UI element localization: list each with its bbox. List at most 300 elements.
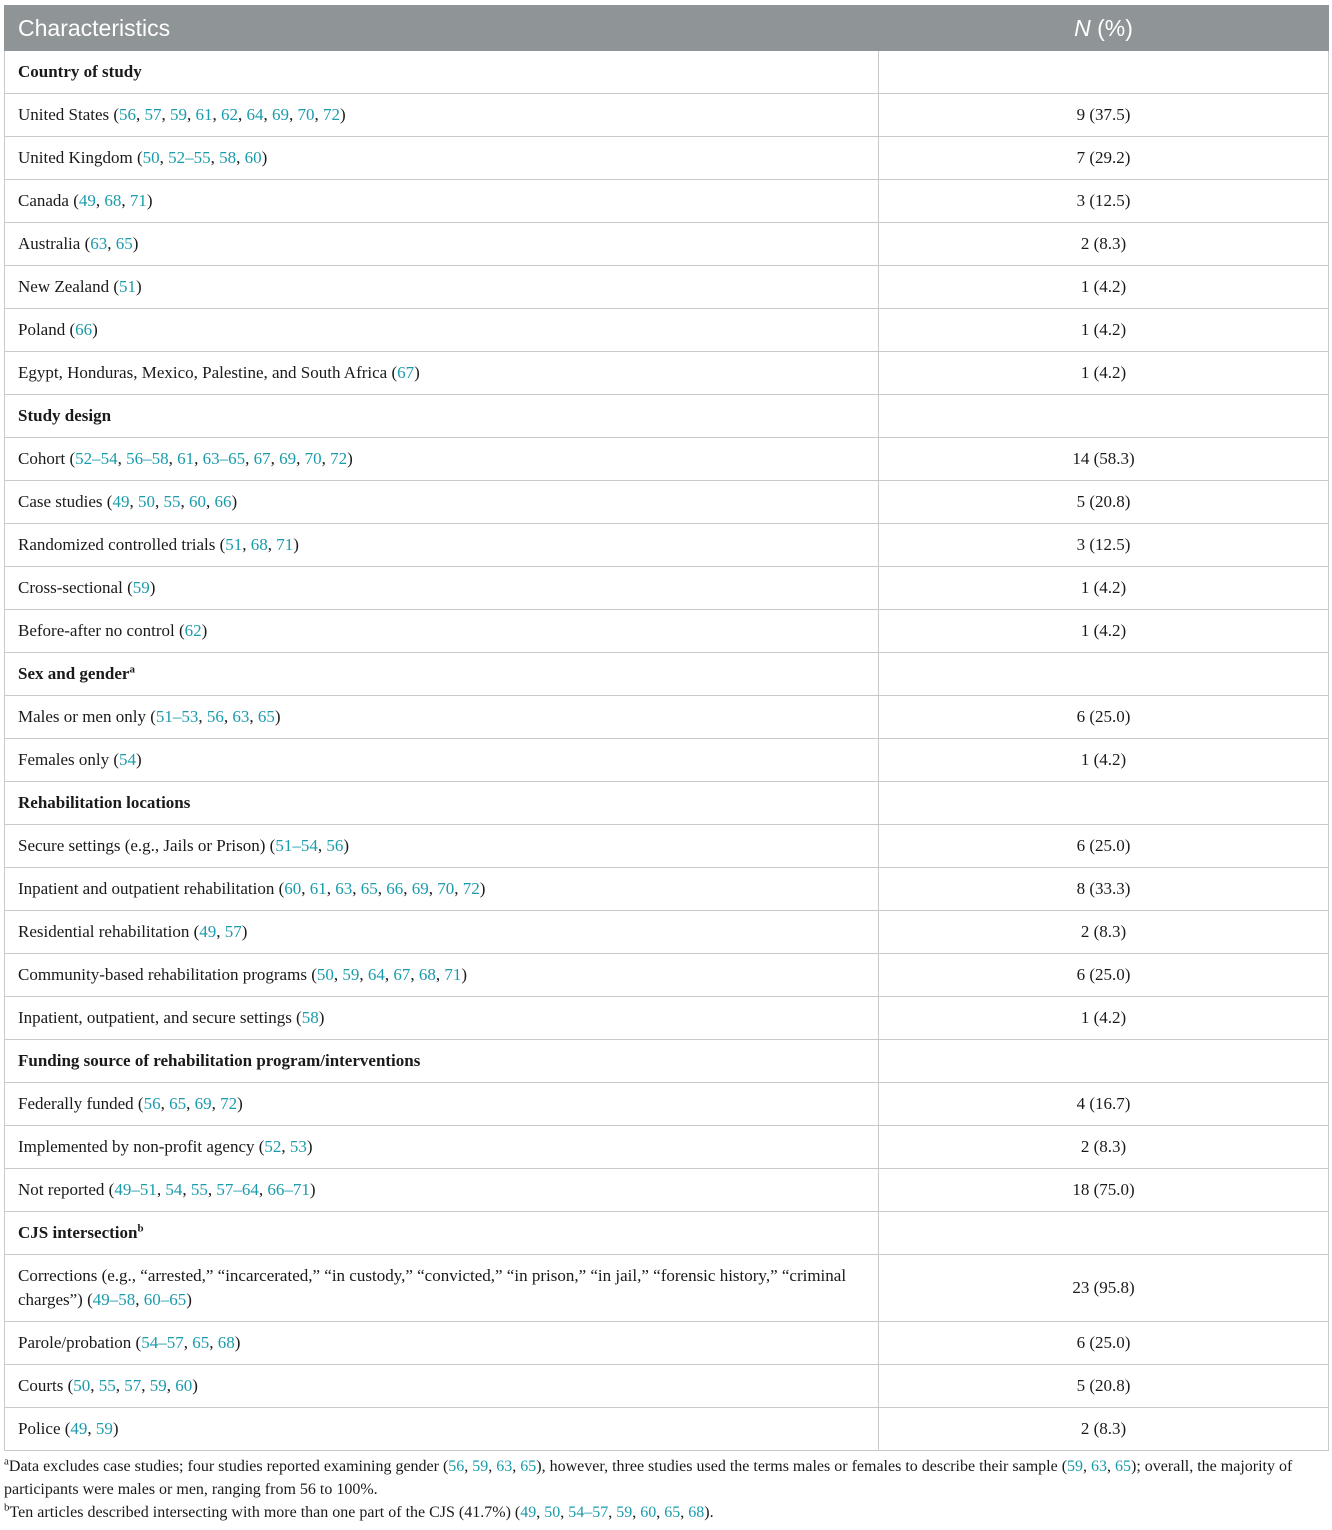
text-fragment: , [236,148,245,167]
text-fragment: United States ( [18,105,120,124]
text-fragment: Courts ( [18,1376,74,1395]
text-fragment: , [317,836,327,855]
reference-link[interactable]: 54–57 [568,1504,609,1521]
text-fragment: ) [132,234,139,253]
reference-link[interactable]: 49 [520,1504,537,1521]
reference-link[interactable]: 56 [448,1458,465,1475]
footnote-marker: a [129,663,135,676]
text-fragment: , [154,492,164,511]
reference-link[interactable]: 54 [119,750,137,769]
text-fragment: , [159,148,169,167]
reference-link[interactable]: 57–64 [216,1180,259,1199]
count-percent-cell: 1 (4.2) [879,739,1329,782]
text-fragment: , [156,1180,166,1199]
characteristic-cell [5,266,879,309]
text-fragment: Secure settings (e.g., Jails or Prison) ( [18,836,276,855]
text-fragment: , [160,1094,170,1113]
reference-link[interactable]: 72 [330,449,348,468]
text-fragment: , [194,449,203,468]
reference-link[interactable]: 60–65 [143,1290,187,1309]
section-value-empty [879,395,1329,438]
characteristic-cell [5,524,879,567]
count-percent-cell: 1 (4.2) [879,266,1329,309]
text-fragment: , [352,879,361,898]
text-fragment: Parole/probation ( [18,1333,142,1352]
reference-link[interactable]: 68 [250,535,268,554]
reference-link[interactable]: 51–53 [155,707,199,726]
text-fragment: ) [479,879,486,898]
section-header-row [5,1040,1329,1083]
characteristic-cell [5,223,879,266]
footnote [4,1455,1330,1501]
count-percent-cell: 9 (37.5) [879,94,1329,137]
text-fragment: Poland ( [18,320,76,339]
section-label-text: CJS intersection [18,1223,138,1242]
text-fragment: , [180,492,189,511]
reference-link[interactable]: 50 [137,492,155,511]
count-percent-cell: 5 (20.8) [879,1365,1329,1408]
reference-link[interactable]: 56 [119,105,137,124]
count-percent-cell: 2 (8.3) [879,223,1329,266]
reference-link[interactable]: 57 [224,922,242,941]
reference-link[interactable]: 63 [335,879,353,898]
text-fragment: , [512,1458,521,1475]
characteristic-cell [5,94,879,137]
characteristic-cell [5,481,879,524]
count-percent-cell: 14 (58.3) [879,438,1329,481]
reference-link[interactable]: 72 [323,105,341,124]
count-percent-cell: 1 (4.2) [879,352,1329,395]
reference-link[interactable]: 54 [165,1180,183,1199]
reference-link[interactable]: 59 [132,578,150,597]
reference-link[interactable]: 49 [78,191,96,210]
reference-link[interactable]: 68 [104,191,122,210]
text-fragment: Police ( [18,1419,71,1438]
reference-link[interactable]: 56 [143,1094,161,1113]
table-row [5,997,1329,1040]
text-fragment: Males or men only ( [18,707,156,726]
header-percent: (%) [1090,14,1133,41]
table-row [5,1169,1329,1212]
text-fragment: , [536,1504,545,1521]
reference-link[interactable]: 60 [244,148,262,167]
reference-link[interactable]: 57 [124,1376,142,1395]
text-fragment: , [608,1504,617,1521]
characteristic-cell [5,1083,879,1126]
text-fragment: , [141,1376,150,1395]
count-percent-cell: 5 (20.8) [879,481,1329,524]
reference-link[interactable]: 66–71 [267,1180,310,1199]
text-fragment: Cross-sectional ( [18,578,133,597]
reference-link[interactable]: 63 [90,234,108,253]
reference-link[interactable]: 59 [1067,1458,1084,1475]
section-value-empty [879,1212,1329,1255]
text-fragment: , [464,1458,473,1475]
reference-link[interactable]: 68 [418,965,436,984]
text-fragment: , [403,879,412,898]
reference-link[interactable]: 51–54 [275,836,318,855]
text-fragment: Australia ( [18,234,91,253]
reference-link[interactable]: 60 [284,879,302,898]
text-fragment: , [209,1333,218,1352]
reference-link[interactable]: 65 [360,879,378,898]
characteristic-cell [5,911,879,954]
text-fragment: , [242,535,251,554]
footnote-marker: a [4,1455,9,1468]
table-row [5,1365,1329,1408]
footnote-marker: b [137,1222,144,1235]
table-row [5,1255,1329,1322]
text-fragment: ) [274,707,281,726]
reference-link[interactable]: 52 [264,1137,282,1156]
reference-link[interactable]: 49 [112,492,130,511]
text-fragment: , [410,965,419,984]
section-label-text: Funding source of rehabilitation program/interventions [18,1051,421,1070]
text-fragment: , [87,1419,96,1438]
reference-link[interactable]: 54–57 [141,1333,184,1352]
text-fragment: , [168,449,178,468]
reference-link[interactable]: 58 [301,1008,319,1027]
text-fragment: , [656,1504,665,1521]
text-fragment: , [680,1504,689,1521]
text-fragment: Federally funded ( [18,1094,144,1113]
reference-link[interactable]: 66 [75,320,93,339]
text-fragment: , [205,492,215,511]
characteristic-cell [5,696,879,739]
reference-link[interactable]: 59 [472,1458,489,1475]
reference-link[interactable]: 62 [184,621,202,640]
reference-link[interactable]: 57 [144,105,162,124]
count-percent-cell: 6 (25.0) [879,954,1329,997]
characteristic-cell [5,739,879,782]
text-fragment: ) [343,836,349,855]
reference-link[interactable]: 71 [129,191,147,210]
table-header-row [5,6,1329,51]
reference-link[interactable]: 52–55 [168,148,211,167]
text-fragment: ) [241,922,248,941]
section-header-row [5,51,1329,94]
reference-link[interactable]: 69 [194,1094,212,1113]
text-fragment: Corrections (e.g., “arrested,” “incarcerated,” “in custody,” “convicted,” “in prison,” “in jail,” “forensic history,” “criminal charges”) ( [18,1266,847,1309]
reference-link[interactable]: 63 [232,707,250,726]
reference-link[interactable]: 68 [217,1333,235,1352]
section-value-empty [879,782,1329,825]
reference-link[interactable]: 63 [496,1458,513,1475]
reference-link[interactable]: 63–65 [202,449,246,468]
reference-link[interactable]: 61 [177,449,195,468]
reference-link[interactable]: 49 [199,922,217,941]
reference-link[interactable]: 49–51 [114,1180,157,1199]
reference-link[interactable]: 60 [175,1376,193,1395]
reference-link[interactable]: 56 [326,836,344,855]
table-row [5,825,1329,868]
text-fragment: , [1083,1458,1092,1475]
reference-link[interactable]: 56–58 [126,449,169,468]
text-fragment: ) [149,578,156,597]
reference-link[interactable]: 52–54 [75,449,118,468]
table-row [5,610,1329,653]
text-fragment: , [129,492,138,511]
text-fragment: ) [136,277,142,296]
text-fragment: ), however, three studies used the terms males or females to describe their sample ( [536,1458,1068,1475]
reference-link[interactable]: 51 [119,277,137,296]
characteristic-cell [5,1322,879,1365]
table-row [5,1322,1329,1365]
text-fragment: , [267,535,277,554]
text-fragment: , [212,105,222,124]
text-fragment: ); overall, the majority of participants were males or men, ranging from 56 to 100%. [4,1458,1293,1498]
text-fragment: ) [136,750,142,769]
table-row [5,954,1329,997]
section-label [5,782,879,825]
text-fragment: Inpatient, outpatient, and secure settings ( [18,1008,302,1027]
text-fragment: , [182,1180,191,1199]
text-fragment: Egypt, Honduras, Mexico, Palestine, and South Africa ( [18,363,398,382]
characteristic-cell [5,868,879,911]
reference-link[interactable]: 64 [367,965,385,984]
table-row [5,911,1329,954]
text-fragment: , [454,879,463,898]
table-row [5,739,1329,782]
reference-link[interactable]: 70 [437,879,455,898]
reference-link[interactable]: 66 [386,879,404,898]
section-header-row [5,782,1329,825]
reference-link[interactable]: 63 [1091,1458,1108,1475]
reference-link[interactable]: 67 [253,449,271,468]
section-header-row [5,1212,1329,1255]
header-n-percent [879,6,1329,51]
count-percent-cell: 7 (29.2) [879,137,1329,180]
table-row [5,309,1329,352]
reference-link[interactable]: 50 [316,965,334,984]
reference-link[interactable]: 55 [98,1376,116,1395]
text-fragment: ) [112,1419,119,1438]
characteristic-cell [5,137,879,180]
section-label [5,653,879,696]
count-percent-cell: 1 (4.2) [879,610,1329,653]
section-header-row [5,653,1329,696]
text-fragment: ) [309,1180,316,1199]
text-fragment: Randomized controlled trials ( [18,535,226,554]
text-fragment: , [301,879,310,898]
count-percent-cell: 1 (4.2) [879,309,1329,352]
reference-link[interactable]: 65 [664,1504,681,1521]
text-fragment: , [314,105,324,124]
characteristic-cell [5,610,879,653]
reference-link[interactable]: 61 [195,105,213,124]
text-fragment: Community-based rehabilitation programs ( [18,965,317,984]
characteristic-cell [5,567,879,610]
reference-link[interactable]: 67 [397,363,415,382]
count-percent-cell: 23 (95.8) [879,1255,1329,1322]
text-fragment: , [216,922,225,941]
reference-link[interactable]: 49–58 [92,1290,136,1309]
table-footnotes [4,1455,1330,1524]
section-label [5,395,879,438]
text-fragment: , [186,1094,195,1113]
text-fragment: , [223,707,233,726]
text-fragment: ) [192,1376,198,1395]
text-fragment: Data excludes case studies; four studies reported examining gender ( [8,1458,449,1475]
text-fragment: , [249,707,258,726]
table-row [5,696,1329,739]
text-fragment: , [198,707,207,726]
count-percent-cell: 6 (25.0) [879,1322,1329,1365]
text-fragment: ) [231,492,238,511]
text-fragment: ) [340,105,346,124]
section-label [5,1212,879,1255]
reference-link[interactable]: 70 [297,105,315,124]
reference-link[interactable]: 68 [688,1504,705,1521]
section-label-text: Study design [18,406,112,425]
header-characteristics: Characteristics [5,6,879,51]
table-row [5,223,1329,266]
count-percent-cell: 2 (8.3) [879,911,1329,954]
text-fragment: , [263,105,273,124]
reference-link[interactable]: 56 [206,707,224,726]
table-row [5,94,1329,137]
text-fragment: ) [186,1290,192,1309]
reference-link[interactable]: 65 [192,1333,210,1352]
count-percent-cell: 2 (8.3) [879,1408,1329,1451]
characteristic-cell [5,309,879,352]
text-fragment: ) [461,965,468,984]
reference-link[interactable]: 64 [246,105,264,124]
text-fragment: , [245,449,254,468]
text-fragment: , [121,191,130,210]
reference-link[interactable]: 62 [221,105,239,124]
table-row [5,1408,1329,1451]
characteristic-cell [5,1365,879,1408]
text-fragment: , [115,1376,125,1395]
table-row [5,868,1329,911]
text-fragment: , [183,1333,193,1352]
text-fragment: ) [92,320,98,339]
table-row [5,266,1329,309]
reference-link[interactable]: 53 [289,1137,307,1156]
text-fragment: , [238,105,247,124]
text-fragment: Ten articles described intersecting with more than one part of the CJS (41.7%) ( [9,1504,521,1521]
characteristic-cell [5,180,879,223]
count-percent-cell: 2 (8.3) [879,1126,1329,1169]
section-header-row [5,395,1329,438]
reference-link[interactable]: 69 [272,105,290,124]
reference-link[interactable]: 59 [342,965,360,984]
count-percent-cell: 18 (75.0) [879,1169,1329,1212]
count-percent-cell: 8 (33.3) [879,868,1329,911]
reference-link[interactable]: 55 [190,1180,208,1199]
reference-link[interactable]: 71 [444,965,462,984]
section-label-text: Sex and gender [18,664,130,683]
text-fragment: Before-after no control ( [18,621,185,640]
text-fragment: ). [704,1504,714,1521]
reference-link[interactable]: 50 [142,148,160,167]
text-fragment: , [560,1504,569,1521]
reference-link[interactable]: 55 [163,492,181,511]
reference-link[interactable]: 65 [257,707,275,726]
reference-link[interactable]: 65 [520,1458,537,1475]
reference-link[interactable]: 60 [640,1504,657,1521]
text-fragment: Implemented by non-profit agency ( [18,1137,265,1156]
characteristic-cell [5,352,879,395]
reference-link[interactable]: 49 [70,1419,88,1438]
text-fragment: New Zealand ( [18,277,120,296]
reference-link[interactable]: 70 [304,449,322,468]
text-fragment: , [333,965,343,984]
text-fragment: , [95,191,105,210]
text-fragment: , [435,965,445,984]
reference-link[interactable]: 59 [616,1504,633,1521]
table-row [5,137,1329,180]
reference-link[interactable]: 67 [393,965,411,984]
count-percent-cell: 6 (25.0) [879,825,1329,868]
characteristic-cell [5,997,879,1040]
text-fragment: , [117,449,127,468]
text-fragment: ) [306,1137,313,1156]
characteristic-cell [5,1169,879,1212]
text-fragment: , [359,965,368,984]
text-fragment: , [384,965,394,984]
reference-link[interactable]: 65 [115,234,133,253]
text-fragment: , [1107,1458,1116,1475]
text-fragment: , [326,879,336,898]
text-fragment: ) [234,1333,241,1352]
text-fragment: , [211,1094,221,1113]
section-value-empty [879,51,1329,94]
text-fragment: United Kingdom ( [18,148,143,167]
text-fragment: , [289,105,298,124]
reference-link[interactable]: 61 [309,879,327,898]
table-row [5,481,1329,524]
section-value-empty [879,1040,1329,1083]
text-fragment: ) [237,1094,243,1113]
text-fragment: Not reported ( [18,1180,115,1199]
reference-link[interactable]: 59 [95,1419,113,1438]
text-fragment: , [270,449,280,468]
reference-link[interactable]: 71 [276,535,294,554]
count-percent-cell: 1 (4.2) [879,997,1329,1040]
reference-link[interactable]: 58 [219,148,237,167]
text-fragment: , [166,1376,176,1395]
reference-link[interactable]: 50 [73,1376,91,1395]
table-row [5,180,1329,223]
text-fragment: Residential rehabilitation ( [18,922,200,941]
text-fragment: ) [414,363,420,382]
count-percent-cell: 6 (25.0) [879,696,1329,739]
reference-link[interactable]: 59 [170,105,188,124]
reference-link[interactable]: 69 [279,449,297,468]
reference-link[interactable]: 65 [169,1094,187,1113]
text-fragment: Inpatient and outpatient rehabilitation ( [18,879,285,898]
table-row [5,567,1329,610]
reference-link[interactable]: 66 [214,492,232,511]
reference-link[interactable]: 59 [149,1376,167,1395]
table-row [5,524,1329,567]
reference-link[interactable]: 72 [462,879,480,898]
characteristic-cell [5,825,879,868]
reference-link[interactable]: 50 [544,1504,561,1521]
reference-link[interactable]: 60 [188,492,206,511]
reference-link[interactable]: 65 [1115,1458,1132,1475]
text-fragment: ) [318,1008,325,1027]
reference-link[interactable]: 51 [225,535,243,554]
text-fragment: , [488,1458,497,1475]
count-percent-cell: 3 (12.5) [879,524,1329,567]
reference-link[interactable]: 69 [411,879,429,898]
table-row [5,1083,1329,1126]
text-fragment: , [377,879,387,898]
reference-link[interactable]: 72 [220,1094,238,1113]
